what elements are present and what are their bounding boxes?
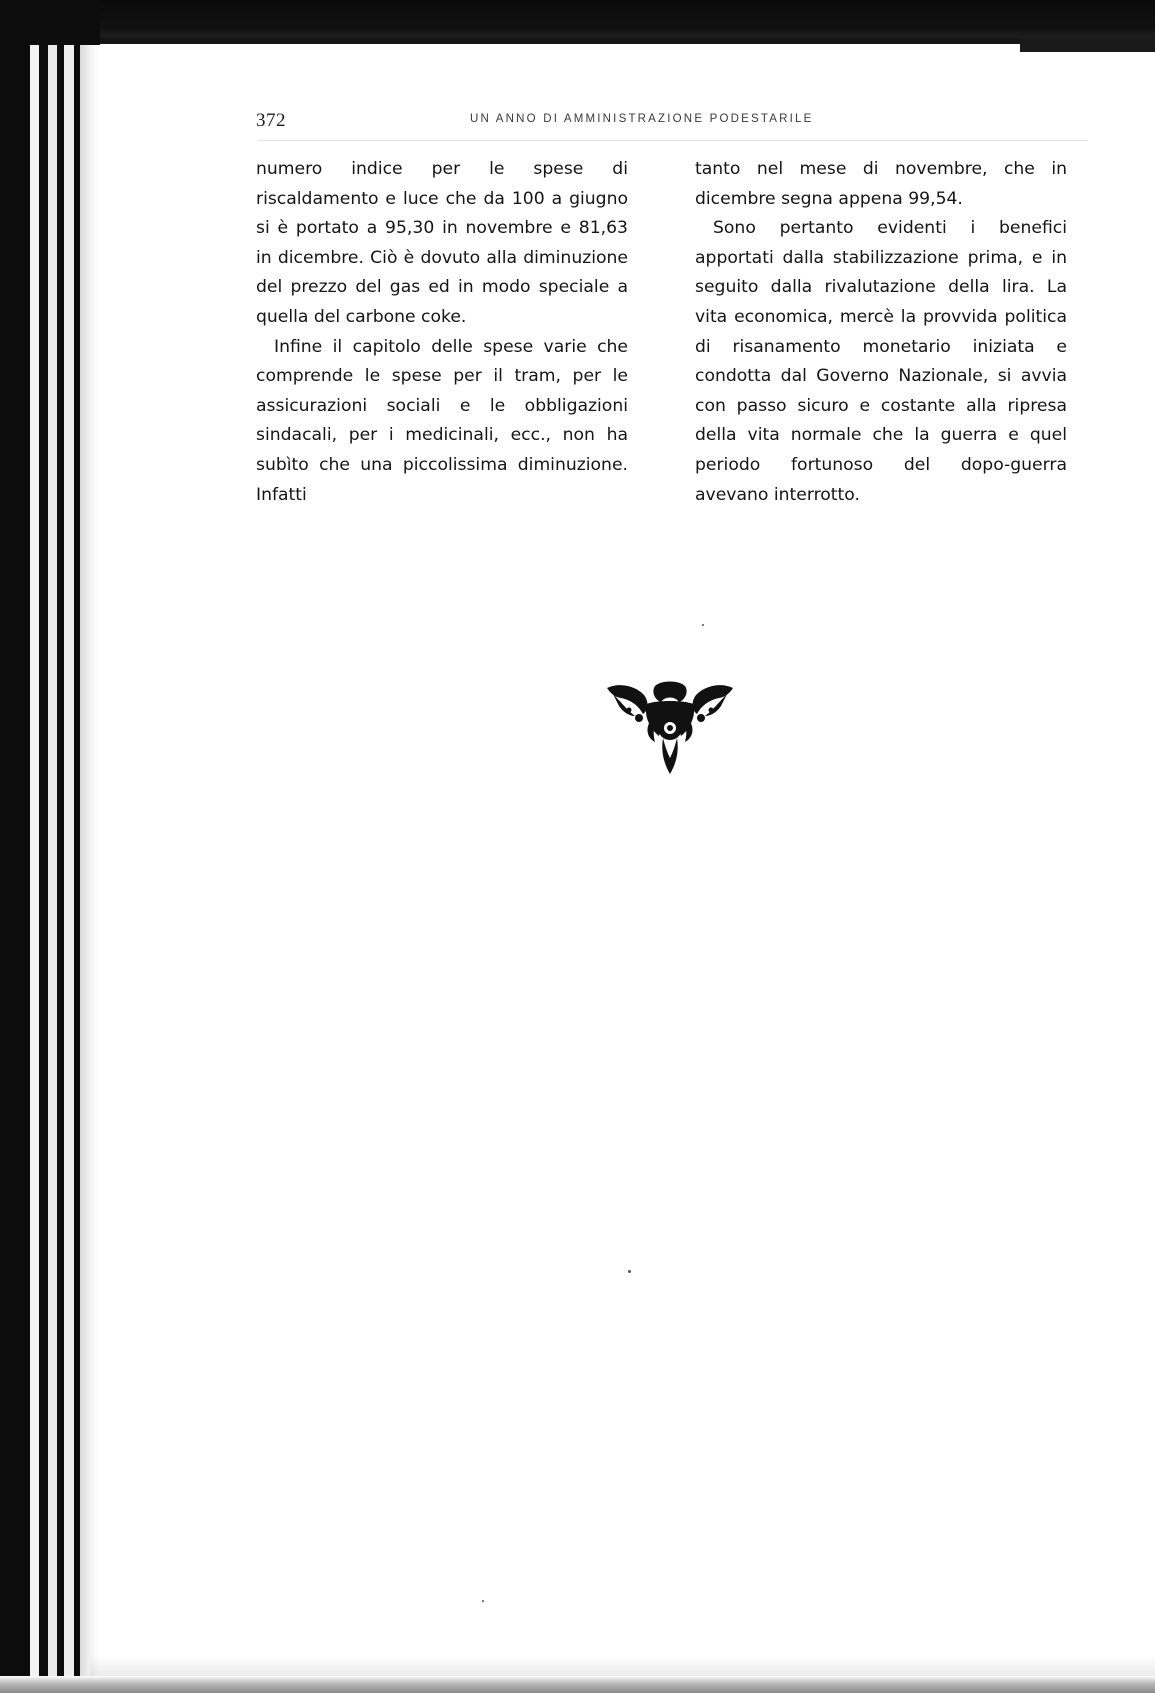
page-edge-strip [48, 45, 57, 1693]
scan-speck [702, 624, 704, 626]
paragraph: numero indice per le spese di riscaldamento e luce che da 100 a giugno si è portato a 95,30 in novembre e 81,63 in dicembre. Ciò è dovuto alla diminuzione del prezzo del gas ed in modo speciale a quella del carbone coke. [256, 159, 628, 327]
scan-bottom-shadow [90, 1655, 1155, 1677]
text-column-left [256, 155, 628, 510]
page-edge-strip [30, 45, 39, 1693]
page-edge-strip [64, 45, 74, 1693]
paragraph: Sono pertanto evidenti i benefici apportati dalla stabilizzazione prima, e in seguito dalla rivalutazione della lira. La vita economica, mercè la provvida politica di risanamento monetario iniziata e condotta dal Governo Nazionale, si avvia con passo sicuro e costante alla ripresa della vita normale che la guerra e quel periodo fortunoso del dopo-guerra avevano interrotto. [695, 218, 1067, 505]
scan-speck [482, 1600, 484, 1602]
running-header-title: UN ANNO DI AMMINISTRAZIONE PODESTARILE [470, 113, 814, 125]
header-rule [258, 140, 1088, 141]
paragraph: Infine il capitolo delle spese varie che comprende le spese per il tram, per le assicurazioni sociali e le obbligazioni sindacali, per i medicinali, ecc., non ha subìto che una piccolissima diminuzione. Infatti [256, 336, 628, 505]
scan-top-border [0, 0, 1155, 40]
page-edge-strip [80, 45, 100, 1693]
scan-top-border-notch [1020, 38, 1155, 52]
floral-tailpiece-icon [605, 680, 735, 780]
book-binding-edge [0, 0, 100, 1693]
scan-bottom-border [0, 1676, 1155, 1693]
scan-speck [628, 1270, 631, 1273]
page-number: 372 [256, 110, 286, 131]
paragraph: tanto nel mese di novembre, che in dicembre segna appena 99,54. [695, 159, 1067, 209]
scan-top-border-step [80, 38, 1020, 44]
text-column-right [695, 155, 1067, 510]
